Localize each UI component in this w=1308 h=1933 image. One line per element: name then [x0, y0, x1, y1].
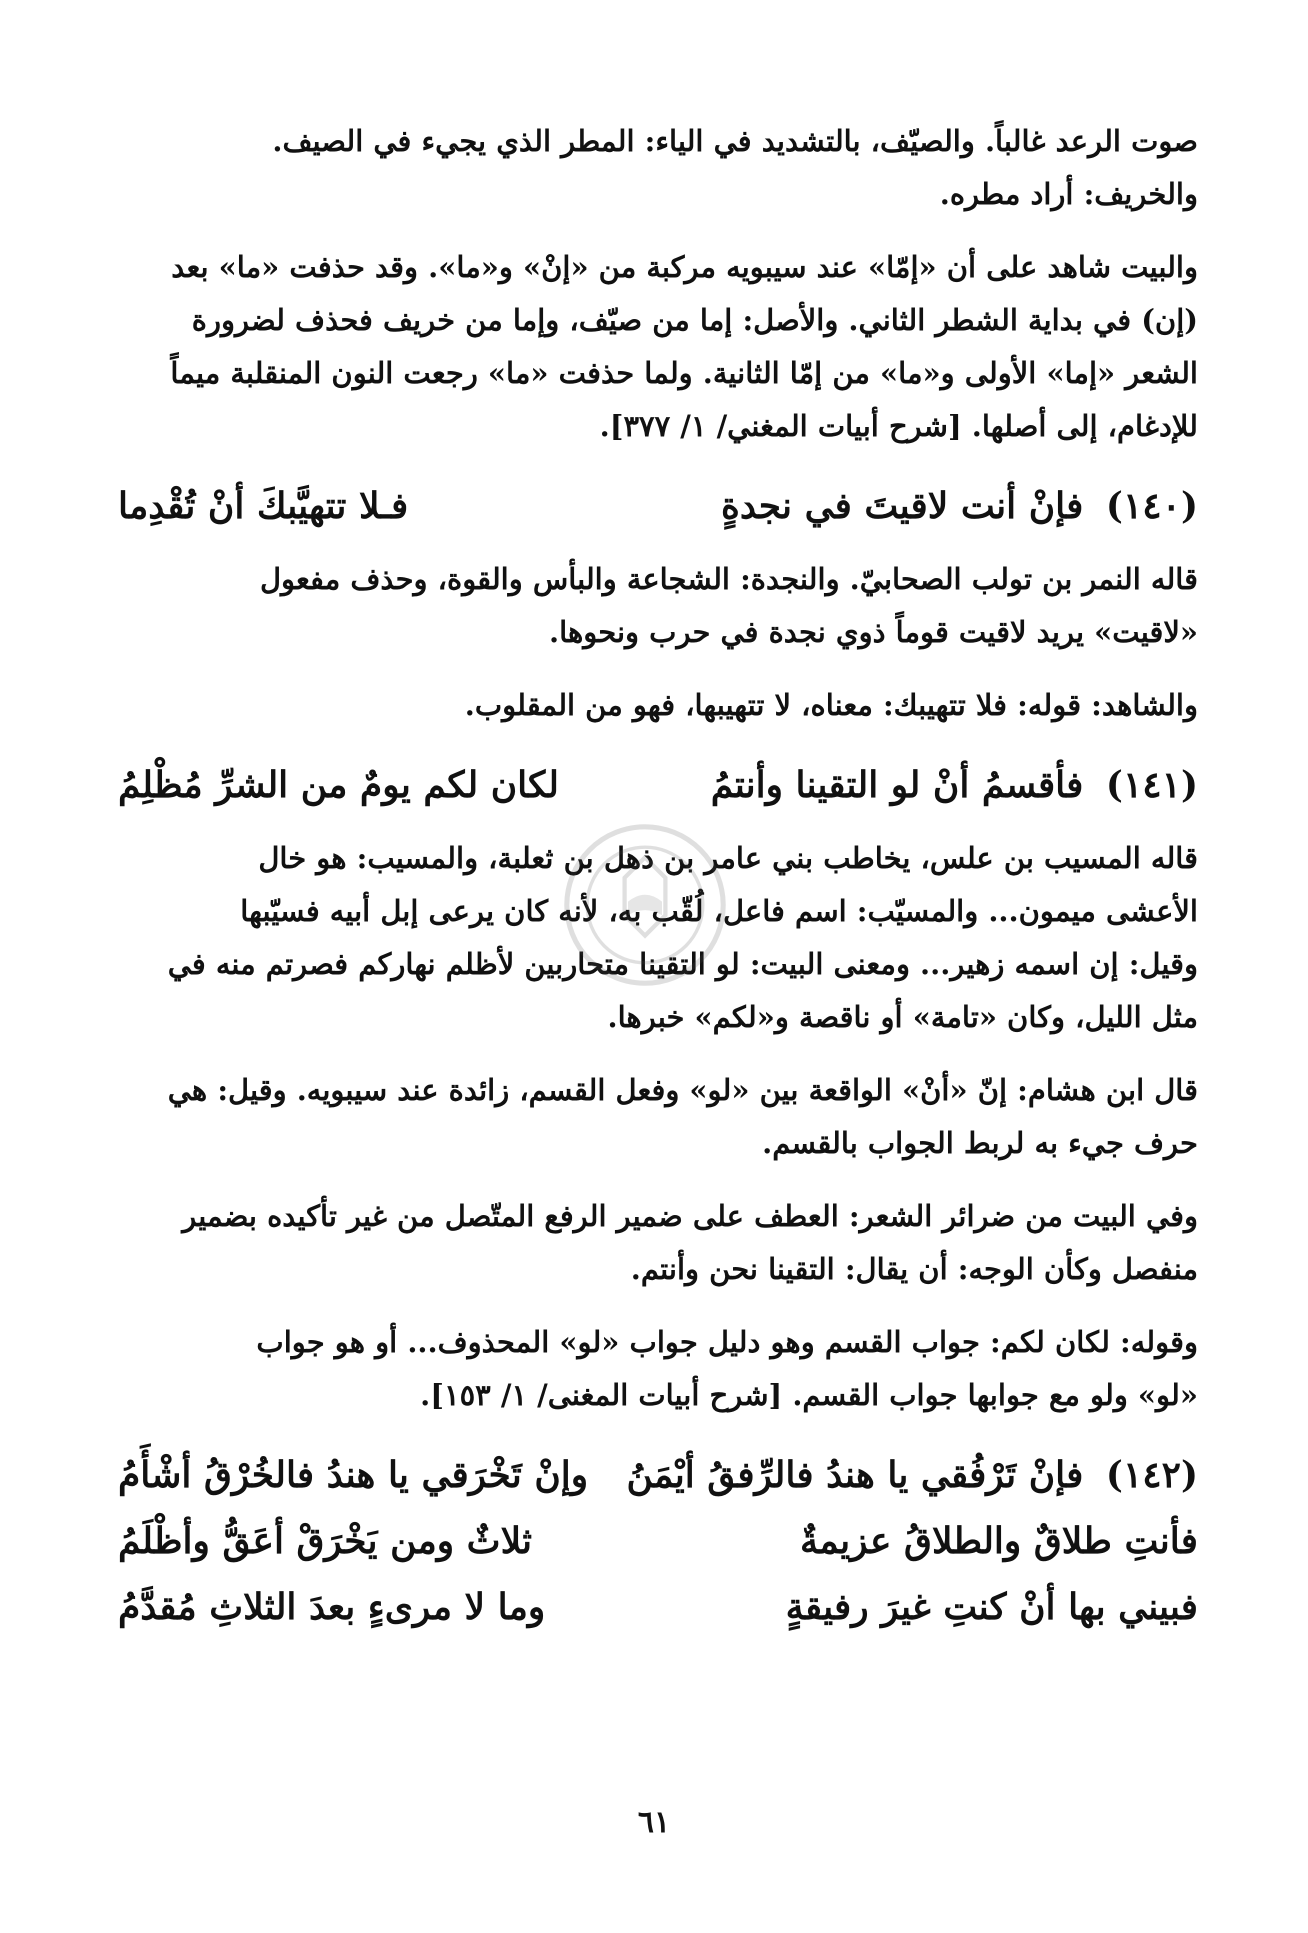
text-line: «لو» ولو مع جوابها جواب القسم. [شرح أبيات المغنى/ ١/ ١٥٣].: [420, 1378, 1198, 1412]
verse-sadr: [711, 752, 1198, 818]
text-line: الأعشى ميمون... والمسيّب: اسم فاعل، لُقّب به، لأنه كان يرعى إبل أبيه فسيّبها: [240, 894, 1198, 928]
paragraph-6: [118, 1064, 1198, 1170]
verse-ajz: ثلاثٌ ومن يَخْرَقْ أعَقُّ وأظْلَمُ: [118, 1520, 533, 1562]
text-line: (إن) في بداية الشطر الثاني. والأصل: إما من صيّف، وإما من خريف فحذف لضرورة: [191, 303, 1198, 337]
text-line: قاله المسيب بن علس، يخاطب بني عامر بن ذهل بن ثعلبة، والمسيب: هو خال: [258, 841, 1198, 875]
verse-line: [118, 1574, 1198, 1640]
text-line: قاله النمر بن تولب الصحابيّ. والنجدة: الشجاعة والبأس والقوة، وحذف مفعول: [259, 562, 1198, 596]
text-line: والخريف: أراد مطره.: [939, 177, 1198, 211]
verse-sadr-text: فإنْ تَرْفُقي يا هندُ فالرِّفقُ أيْمَنُ: [626, 1454, 1084, 1496]
verse-142: [118, 1442, 1198, 1640]
paragraph-7: [118, 1190, 1198, 1296]
text-line: وفي البيت من ضرائر الشعر: العطف على ضمير الرفع المتّصل من غير تأكيده بضمير: [182, 1199, 1198, 1233]
verse-sadr: فأنتِ طلاقٌ والطلاقُ عزيمةٌ: [800, 1520, 1198, 1562]
verse-sadr-text: فإنْ أنت لاقيتَ في نجدةٍ: [721, 485, 1084, 527]
paragraph-4: [118, 679, 1198, 732]
paragraph-1: [118, 115, 1198, 221]
text-line: والبيت شاهد على أن «إمّا» عند سيبويه مركبة من «إنْ» و«ما». وقد حذفت «ما» بعد: [171, 250, 1198, 284]
verse-sadr-text: فأقسمُ أنْ لو التقينا وأنتمُ: [710, 764, 1084, 806]
verse-140: [118, 473, 1198, 539]
verse-ajz: لكان لكم يومٌ من الشرِّ مُظْلِمُ: [118, 764, 559, 806]
text-line: صوت الرعد غالباً. والصيّف، بالتشديد في الياء: المطر الذي يجيء في الصيف.: [272, 124, 1198, 158]
text-line: وقوله: لكان لكم: جواب القسم وهو دليل جواب «لو» المحذوف... أو هو جواب: [256, 1325, 1198, 1359]
verse-sadr: [627, 1442, 1198, 1508]
verse-line: [118, 1442, 1198, 1508]
paragraph-3: [118, 553, 1198, 659]
text-line: وقيل: إن اسمه زهير... ومعنى البيت: لو التقينا متحاربين لأظلم نهاركم فصرتم منه في: [167, 947, 1198, 981]
text-line: حرف جيء به لربط الجواب بالقسم.: [762, 1126, 1198, 1160]
text-line: منفصل وكأن الوجه: أن يقال: التقينا نحن وأنتم.: [630, 1252, 1198, 1286]
verse-sadr: فبيني بها أنْ كنتِ غيرَ رفيقةٍ: [785, 1586, 1198, 1628]
text-line: مثل الليل، وكان «تامة» أو ناقصة و«لكم» خبرها.: [607, 1000, 1198, 1034]
paragraph-2: [118, 241, 1198, 453]
verse-number: (١٤٠): [1105, 485, 1198, 527]
verse-number: (١٤٢): [1105, 1454, 1198, 1496]
paragraph-5: [118, 832, 1198, 1044]
verse-ajz: فـلا تتهيَّبكَ أنْ تُقْدِما: [118, 485, 409, 527]
verse-141: [118, 752, 1198, 818]
text-line: «لاقيت» يريد لاقيت قوماً ذوي نجدة في حرب ونحوها.: [549, 615, 1198, 649]
verse-ajz: وما لا مرىءٍ بعدَ الثلاثِ مُقدَّمُ: [118, 1586, 546, 1628]
page-number: ٦١: [637, 1805, 671, 1840]
paragraph-8: [118, 1316, 1198, 1422]
verse-sadr: [721, 473, 1198, 539]
text-line: قال ابن هشام: إنّ «أنْ» الواقعة بين «لو» وفعل القسم، زائدة عند سيبويه. وقيل: هي: [167, 1073, 1198, 1107]
verse-ajz: وإنْ تَخْرَقي يا هندُ فالخُرْقُ أشْأَمُ: [118, 1454, 589, 1496]
verse-number: (١٤١): [1105, 764, 1198, 806]
text-line: والشاهد: قوله: فلا تتهيبك: معناه، لا تتهيبها، فهو من المقلوب.: [464, 688, 1198, 722]
verse-line: [118, 1508, 1198, 1574]
text-line: للإدغام، إلى أصلها. [شرح أبيات المغني/ ١/ ٣٧٧].: [599, 409, 1198, 443]
text-line: الشعر «إما» الأولى و«ما» من إمّا الثانية. ولما حذفت «ما» رجعت النون المنقلبة ميماً: [170, 356, 1198, 390]
